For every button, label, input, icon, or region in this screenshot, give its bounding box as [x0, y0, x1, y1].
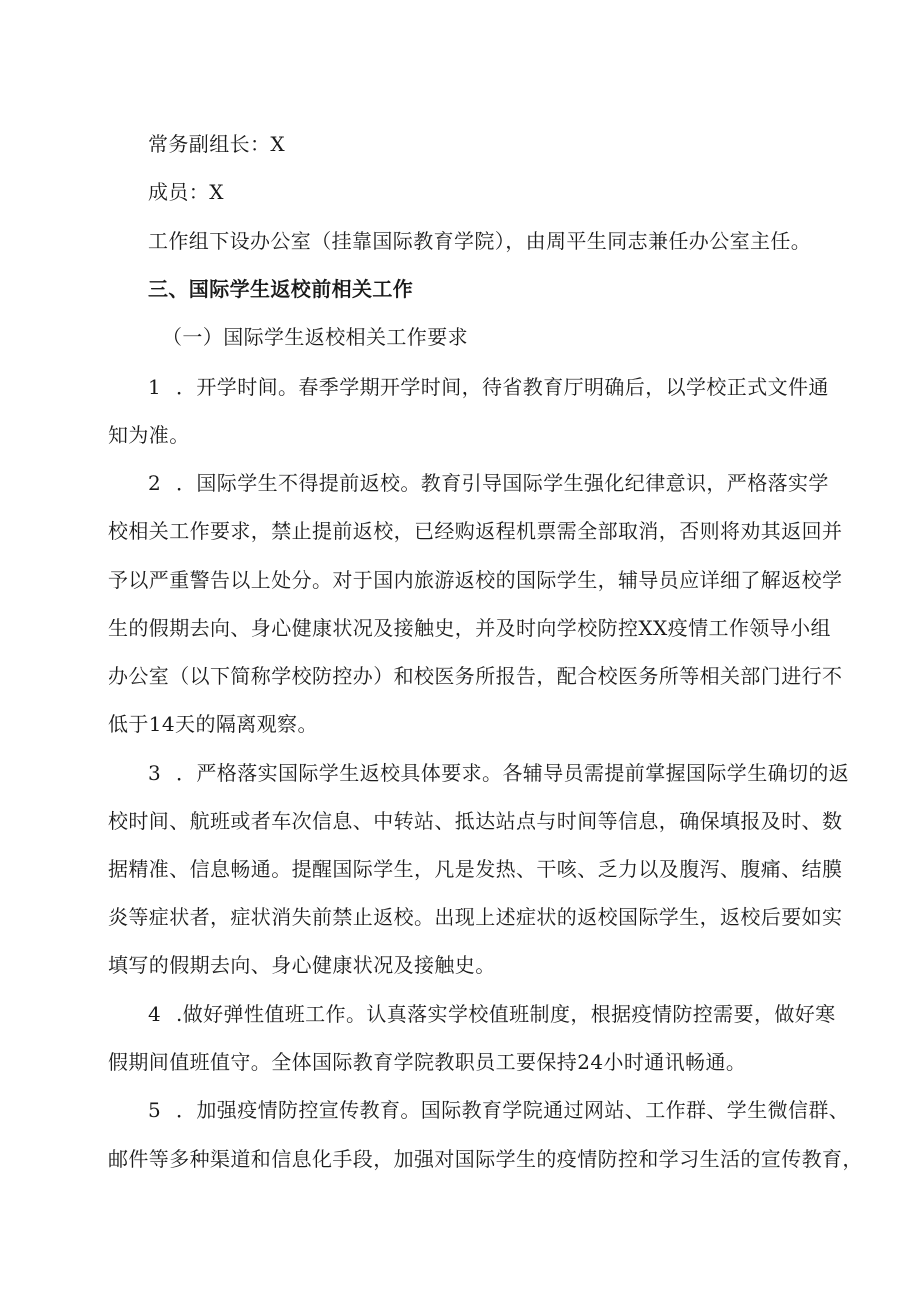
item-4-line-2: 假期间值班值守。全体国际教育学院教职员工要保持24小时通讯畅通。: [108, 1050, 747, 1074]
item-3-line-5: 填写的假期去向、身心健康状况及接触史。: [108, 953, 496, 977]
item-1-line-2: 知为准。: [108, 423, 190, 447]
members-line: 成员：X: [148, 180, 224, 204]
deputy-leader-line: 常务副组长：X: [148, 132, 286, 156]
item-3-line-3: 据精准、信息畅通。提醒国际学生，凡是发热、干咳、乏力以及腹泻、腹痛、结膜: [108, 857, 843, 881]
item-3-line-4: 炎等症状者，症状消失前禁止返校。出现上述症状的返校国际学生，返校后要如实: [108, 905, 843, 929]
item-text: ．加强疫情防控宣传教育。国际教育学院通过网站、工作群、学生微信群、: [176, 1098, 850, 1122]
item-2-line-5: 办公室（以下简称学校防控办）和校医务所报告，配合校医务所等相关部门进行不: [108, 664, 843, 688]
item-number: 2: [148, 471, 162, 495]
item-2-line-4: 生的假期去向、身心健康状况及接触史，并及时向学校防控XX疫情工作领导小组: [108, 616, 831, 640]
item-text: ．开学时间。春季学期开学时间，待省教育厅明确后，以学校正式文件通: [176, 375, 829, 399]
item-text: ．国际学生不得提前返校。教育引导国际学生强化纪律意识，严格落实学: [176, 471, 829, 495]
item-text: ．严格落实国际学生返校具体要求。各辅导员需提前掌握国际学生确切的返: [176, 761, 850, 785]
item-2-line-6: 低于14天的隔离观察。: [108, 712, 318, 736]
item-number: 3: [148, 761, 162, 785]
item-2-line-2: 校相关工作要求，禁止提前返校，已经购返程机票需全部取消，否则将劝其返回并: [108, 519, 843, 543]
item-text: .做好弹性值班工作。认真落实学校值班制度，根据疫情防控需要，做好寒: [176, 1002, 836, 1026]
item-4-line-1: [148, 1000, 868, 1028]
office-line: 工作组下设办公室（挂靠国际教育学院），由周平生同志兼任办公室主任。: [148, 229, 812, 253]
item-2-line-1: [148, 469, 868, 497]
item-number: 1: [148, 375, 162, 399]
item-2-line-3: 予以严重警告以上处分。对于国内旅游返校的国际学生，辅导员应详细了解返校学: [108, 568, 843, 592]
item-3-line-2: 校时间、航班或者车次信息、中转站、抵达站点与时间等信息，确保填报及时、数: [108, 809, 843, 833]
item-3-line-1: [148, 759, 868, 787]
item-5-line-2: 邮件等多种渠道和信息化手段，加强对国际学生的疫情防控和学习生活的宣传教育，: [108, 1147, 863, 1171]
item-number: 4: [148, 1002, 162, 1026]
item-1-line-1: [148, 373, 868, 401]
section-heading: 三、国际学生返校前相关工作: [148, 277, 414, 301]
item-number: 5: [148, 1098, 162, 1122]
item-5-line-1: [148, 1096, 868, 1124]
subsection-heading: （一）国际学生返校相关工作要求: [162, 325, 468, 349]
